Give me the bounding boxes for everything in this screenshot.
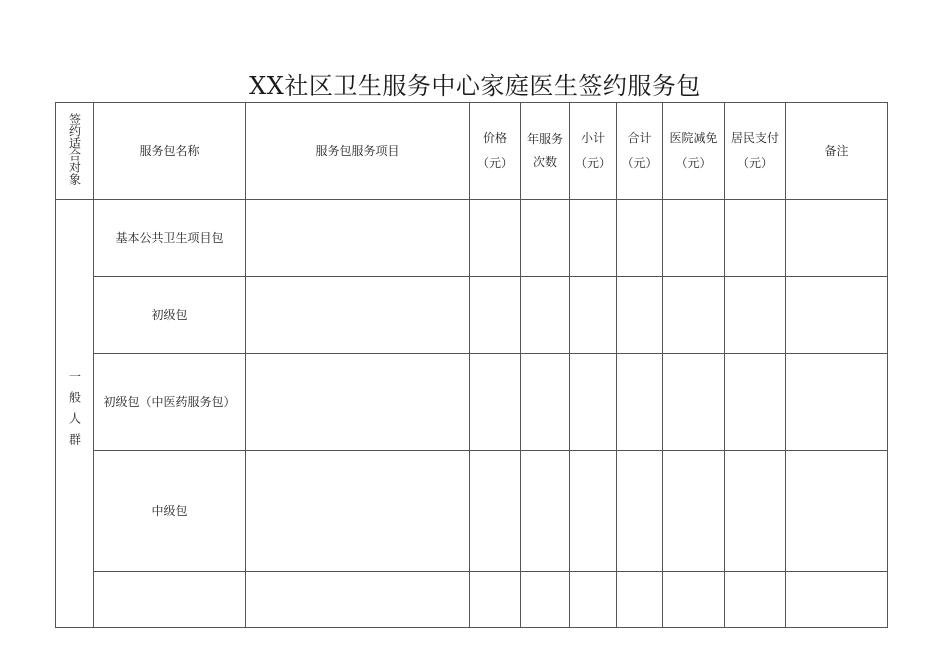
header-annual-count [521,103,570,200]
header-total-unit: （元） [621,156,658,170]
service-items-cell[interactable] [246,354,470,451]
remarks-cell[interactable] [786,200,888,277]
header-subtotal [570,103,617,200]
header-row [56,103,888,200]
table-row [56,451,888,572]
header-annual-label: 年服务 [526,132,563,146]
header-hospital-label: 医院减免 [669,131,718,145]
header-resident-unit: （元） [736,156,773,170]
header-service-items: 服务包服务项目 [246,103,470,200]
table-row [56,354,888,451]
subtotal-cell[interactable] [570,277,617,354]
remarks-cell[interactable] [786,451,888,572]
hospital-reduction-cell[interactable] [663,572,725,628]
table-row [56,200,888,277]
hospital-reduction-cell[interactable] [663,277,725,354]
resident-payment-cell[interactable] [725,451,786,572]
total-cell[interactable] [617,200,663,277]
annual-count-cell[interactable] [521,451,570,572]
header-total [617,103,663,200]
remarks-cell[interactable] [786,277,888,354]
price-cell[interactable] [470,277,521,354]
header-resident-label: 居民支付 [730,131,779,145]
price-cell[interactable] [470,354,521,451]
header-remarks: 备注 [786,103,888,200]
resident-payment-cell[interactable] [725,277,786,354]
header-target: 签约适合对象 [56,103,94,200]
package-name-cell: 中级包 [94,451,246,572]
package-name-cell[interactable] [94,572,246,628]
total-cell[interactable] [617,572,663,628]
group-cell [56,200,94,628]
header-resident-payment [725,103,786,200]
hospital-reduction-cell[interactable] [663,354,725,451]
annual-count-cell[interactable] [521,200,570,277]
price-cell[interactable] [470,572,521,628]
table-row [56,572,888,628]
annual-count-cell[interactable] [521,354,570,451]
subtotal-cell[interactable] [570,200,617,277]
header-hospital-reduction [663,103,725,200]
header-price-label: 价格 [482,131,507,145]
annual-count-cell[interactable] [521,572,570,628]
hospital-reduction-cell[interactable] [663,200,725,277]
price-cell[interactable] [470,451,521,572]
subtotal-cell[interactable] [570,572,617,628]
header-price-unit: （元） [476,156,513,170]
header-subtotal-label: 小计 [580,131,605,145]
package-name-cell: 初级包（中医药服务包） [94,354,246,451]
remarks-cell[interactable] [786,572,888,628]
annual-count-cell[interactable] [521,277,570,354]
header-package-name: 服务包名称 [94,103,246,200]
service-package-table [55,102,888,628]
price-cell[interactable] [470,200,521,277]
service-items-cell[interactable] [246,572,470,628]
header-subtotal-unit: （元） [574,156,611,170]
hospital-reduction-cell[interactable] [663,451,725,572]
page-title: XX社区卫生服务中心家庭医生签约服务包 [249,72,701,100]
package-name-cell: 初级包 [94,277,246,354]
total-cell[interactable] [617,277,663,354]
group-label: 一般人群 [67,369,82,454]
resident-payment-cell[interactable] [725,572,786,628]
service-items-cell[interactable] [246,277,470,354]
header-annual-label2: 次数 [532,155,557,169]
package-name-cell: 基本公共卫生项目包 [94,200,246,277]
header-price [470,103,521,200]
service-items-cell[interactable] [246,200,470,277]
service-items-cell[interactable] [246,451,470,572]
header-hospital-unit: （元） [675,156,712,170]
subtotal-cell[interactable] [570,451,617,572]
total-cell[interactable] [617,354,663,451]
header-total-label: 合计 [627,131,652,145]
table-row [56,277,888,354]
resident-payment-cell[interactable] [725,200,786,277]
subtotal-cell[interactable] [570,354,617,451]
resident-payment-cell[interactable] [725,354,786,451]
total-cell[interactable] [617,451,663,572]
remarks-cell[interactable] [786,354,888,451]
